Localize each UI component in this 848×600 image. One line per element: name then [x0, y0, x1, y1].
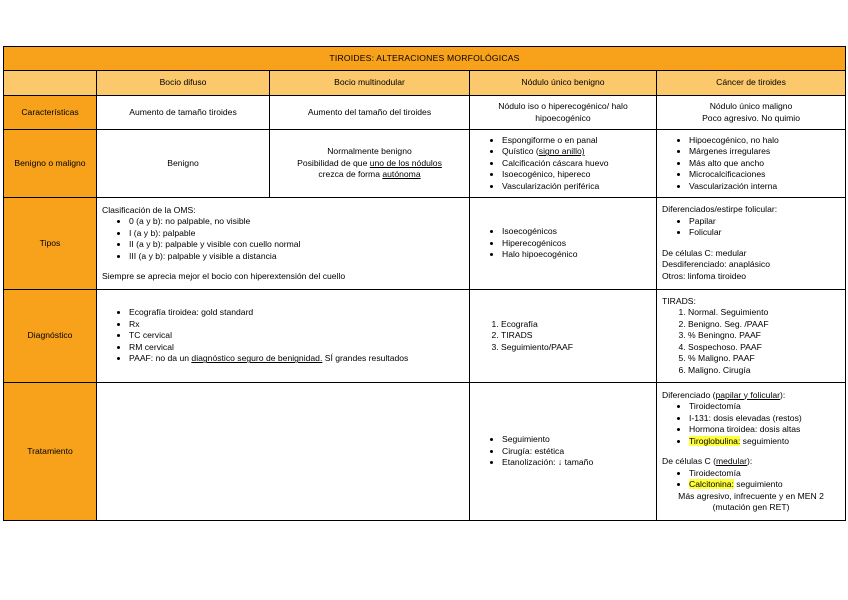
final-line-2: (mutación gen RET) — [712, 502, 790, 512]
col-header-nodulo-benigno: Nódulo único benigno — [470, 71, 657, 96]
bocio-note: Siempre se aprecia mejor el bocio con hiperextensión del cuello — [102, 271, 346, 281]
celulas-c-list — [662, 468, 840, 491]
spacer — [102, 262, 464, 271]
thyroid-table — [3, 46, 846, 521]
list-item: • Hiperecogénicos — [502, 238, 651, 250]
row-label-benigno: Benigno o maligno — [4, 130, 97, 198]
cell-caract-cancer — [657, 96, 846, 130]
cell-caract-multinodular: Aumento del tamaño del tiroides — [270, 96, 470, 130]
c-underlined-text: medular — [715, 456, 748, 466]
oms-list — [102, 216, 464, 262]
list-item: • II (a y b): palpable y visible con cuello normal — [129, 239, 464, 251]
cancer-tipos-otros: Otros: linfoma tiroideo — [662, 270, 747, 281]
nodulo-tratamiento-list — [475, 434, 651, 469]
list-item: • Tiroidectomía — [689, 401, 840, 413]
cell-tratamiento-bocio — [97, 383, 470, 521]
list-item: • Papilar — [689, 216, 840, 228]
list-item: • Vascularización interna — [689, 181, 840, 193]
col-header-cancer: Cáncer de tiroides — [657, 71, 846, 96]
cell-benigno-nodulo — [470, 130, 657, 198]
cell-caract-difuso: Aumento de tamaño tiroides — [97, 96, 270, 130]
list-item: • Etanolización: ↓ tamaño — [502, 457, 651, 469]
cell-benigno-multinodular — [270, 130, 470, 198]
list-item — [129, 353, 464, 365]
corner-cell — [4, 71, 97, 96]
highlighted-text: Tiroglobulina: — [689, 435, 741, 446]
list-item: • Microcalcificaciones — [689, 169, 840, 181]
col-header-bocio-difuso: Bocio difuso — [97, 71, 270, 96]
col-header-bocio-multinodular: Bocio multinodular — [270, 71, 470, 96]
list-item: • 0 (a y b): no palpable, no visible — [129, 216, 464, 228]
dif-text: Diferenciado ( — [662, 389, 716, 400]
list-item: 4. Sospechoso. PAAF — [688, 342, 840, 354]
cancer-tipos-desdif: Desdiferenciado: anaplásico — [662, 259, 770, 269]
cancer-maligno-list — [662, 135, 840, 193]
list-item: 6. Maligno. Cirugía — [688, 365, 840, 377]
list-item: • Rx — [129, 319, 464, 331]
list-item: 1. Ecografía — [501, 319, 651, 331]
list-item: • TC cervical — [129, 330, 464, 342]
diagnostico-list — [102, 307, 464, 365]
list-item: • Halo hipoecogénico — [502, 249, 651, 261]
list-item: • Seguimiento — [502, 434, 651, 446]
list-item: • Cirugía: estética — [502, 446, 651, 458]
cell-tipos-nodulo — [470, 198, 657, 290]
multi-text: crezca de forma — [318, 169, 383, 180]
table-title: TIROIDES: ALTERACIONES MORFOLÓGICAS — [4, 47, 846, 71]
multi-line-3 — [275, 169, 464, 181]
list-item: 3. Seguimiento/PAAF — [501, 342, 651, 354]
spacer — [662, 447, 840, 456]
list-item: • I-131: dosis elevadas (restos) — [689, 413, 840, 425]
item-text: seguimiento — [740, 435, 790, 446]
final-line-1: Más agresivo, infrecuente y en MEN 2 — [678, 490, 824, 501]
cell-diagnostico-cancer — [657, 290, 846, 383]
row-label-diagnostico: Diagnóstico — [4, 290, 97, 383]
row-label-tratamiento: Tratamiento — [4, 383, 97, 521]
list-item: 5. % Maligno. PAAF — [688, 353, 840, 365]
item-text: Quístico ( — [502, 146, 539, 157]
list-item: 1. Normal. Seguimiento — [688, 307, 840, 319]
list-item — [502, 146, 651, 158]
tirads-title: TIRADS: — [662, 295, 696, 306]
item-underlined-text: signo anillo) — [538, 146, 585, 157]
dif-text: ): — [779, 389, 786, 400]
cancer-caract-line-1: Nódulo único maligno — [709, 101, 793, 111]
list-item: • Isoecogénicos — [502, 226, 651, 238]
cell-tratamiento-nodulo — [470, 383, 657, 521]
multi-line-2 — [275, 158, 464, 170]
list-item: • I (a y b): palpable — [129, 228, 464, 240]
list-item: • Ecografía tiroidea: gold standard — [129, 307, 464, 319]
cell-tipos-cancer — [657, 198, 846, 290]
list-item — [689, 436, 840, 448]
list-item: • Folicular — [689, 227, 840, 239]
cell-diagnostico-bocio — [97, 290, 470, 383]
list-item: • Tiroidectomía — [689, 468, 840, 480]
list-item: 2. TIRADS — [501, 330, 651, 342]
cancer-caract-line-2: Poco agresivo. No quimio — [702, 112, 800, 123]
list-item: • Vascularización periférica — [502, 181, 651, 193]
oms-title: Clasificación de la OMS: — [102, 204, 196, 215]
spacer — [662, 239, 840, 248]
row-label-tipos: Tipos — [4, 198, 97, 290]
item-text: SÍ grandes resultados — [322, 353, 409, 364]
dif-list — [662, 401, 840, 447]
cancer-tipos-title: Diferenciados/estirpe folicular: — [662, 204, 778, 214]
list-item: • Isoecogénico, hipereco — [502, 169, 651, 181]
list-item: • Hormona tiroidea: dosis altas — [689, 424, 840, 436]
cell-caract-nodulo: Nódulo iso o hiperecogénico/ halo hipoecogénico — [470, 96, 657, 130]
tirads-list — [662, 307, 840, 376]
list-item: • Más alto que ancho — [689, 158, 840, 170]
item-text: seguimiento — [733, 479, 783, 489]
multi-underlined-text: uno de los nódulos — [369, 157, 442, 168]
item-text: PAAF: no da un — [129, 353, 192, 364]
highlighted-text: Calcitonina: — [689, 479, 734, 489]
c-text: De células C ( — [662, 456, 716, 466]
row-label-caracteristicas: Características — [4, 96, 97, 130]
cancer-tipos-c: De células C: medular — [662, 247, 747, 258]
item-underlined-text: diagnóstico seguro de benignidad. — [191, 353, 323, 364]
nodulo-tipos-list — [475, 226, 651, 261]
multi-underlined-text: autónoma — [382, 169, 421, 180]
nodulo-diagnostico-list — [475, 319, 651, 354]
celulas-c-title — [662, 456, 840, 468]
cell-benigno-cancer — [657, 130, 846, 198]
list-item: 3. % Beningno. PAAF — [688, 330, 840, 342]
cancer-tipos-list — [662, 216, 840, 239]
multi-text: Posibilidad de que — [297, 157, 370, 168]
c-text: ): — [747, 456, 753, 466]
dif-title — [662, 390, 840, 402]
multi-line-1: Normalmente benigno — [327, 146, 412, 157]
dif-underlined-text: papilar y folicular — [715, 389, 780, 400]
list-item: • RM cervical — [129, 342, 464, 354]
list-item: • Hipoecogénico, no halo — [689, 135, 840, 147]
list-item: • Espongiforme o en panal — [502, 135, 651, 147]
cell-benigno-difuso: Benigno — [97, 130, 270, 198]
cell-tratamiento-cancer — [657, 383, 846, 521]
list-item — [689, 479, 840, 491]
cell-tipos-bocio — [97, 198, 470, 290]
list-item: • Márgenes irregulares — [689, 146, 840, 158]
cell-diagnostico-nodulo — [470, 290, 657, 383]
list-item: • Calcificación cáscara huevo — [502, 158, 651, 170]
nodulo-benigno-list — [475, 135, 651, 193]
list-item: • III (a y b): palpable y visible a distancia — [129, 251, 464, 263]
list-item: 2. Benigno. Seg. /PAAF — [688, 319, 840, 331]
